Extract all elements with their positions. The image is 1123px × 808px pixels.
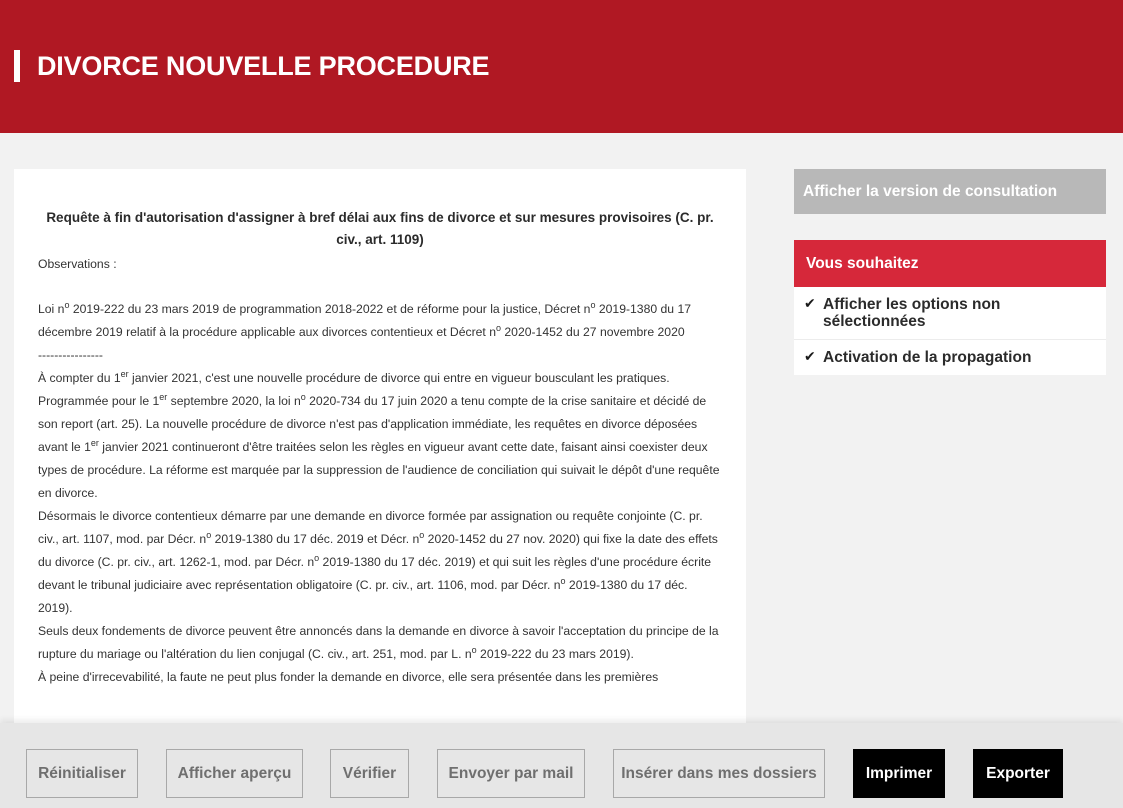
- document-content: [38, 207, 722, 689]
- document-title: Requête à fin d'autorisation d'assigner à bref délai aux fins de divorce et sur mesures provisoires (C. pr. civ., art. 1109): [46, 210, 714, 247]
- print-button[interactable]: Imprimer: [853, 749, 945, 798]
- send-email-button[interactable]: Envoyer par mail: [437, 749, 585, 798]
- action-bar: [0, 723, 1123, 808]
- reset-button[interactable]: Réinitialiser: [26, 749, 138, 798]
- option-propagation[interactable]: [794, 340, 1106, 375]
- checkmark-icon[interactable]: ✔: [804, 349, 816, 365]
- paragraph-1: À compter du 1er janvier 2021, c'est une nouvelle procédure de divorce qui entre en vigueur bousculant les pratiques. Programmée pour le 1er septembre 2020, la loi $n^o$ 2020-734 du 17 juin 2020 a tenu compte de la crise sanitaire et décidé de son report (art. 25). La nouvelle procédure de divorce n'est pas d'application immédiate, les requêtes en divorce déposées avant le 1er janvier 2021 continueront d'être traitées selon les règles en vigueur avant cette date, faisant ainsi coexister deux types de procédure. La réforme est marquée par la suppression de l'audience de conciliation qui suivait le dépôt d'une requête en divorce.: [38, 368, 720, 500]
- law-reference: Loi $n^o$ 2019-222 du 23 mars 2019 de programmation 2018-2022 et de réforme pour la justice, Décret $n^o$ 2019-1380 du 17 décembre 2019 relatif à la procédure applicable aux divorces contentieux et Décret $n^o$ 2020-1452 du 27 novembre 2020: [38, 299, 692, 339]
- paragraph-3: Seuls deux fondements de divorce peuvent être annoncés dans la demande en divorce à savoir l'acceptation du principe de la rupture du mariage ou l'altération du lien conjugal (C. civ., art. 251, mod. par L. $n^o$ 2019-222 du 23 mars 2019).: [38, 624, 719, 661]
- paragraph-2: Désormais le divorce contentieux démarre par une demande en divorce formée par assignation ou requête conjointe (C. pr. civ., art. 1107, mod. par Décr. $n^o$ 2019-1380 du 17 déc. 2019 et Décr. $n^o$ 2020-1452 du 27 nov. 2020) qui fixe la date des effets du divorce (C. pr. civ., art. 1262-1, mod. par Décr. $n^o$ 2019-1380 du 17 déc. 2019) et qui suit les règles d'une procédure écrite devant le tribunal judiciaire avec représentation obligatoire (C. pr. civ., art. 1106, mod. par Décr. $n^o$ 2019-1380 du 17 déc. 2019).: [38, 509, 718, 615]
- page-header: [0, 0, 1123, 133]
- verify-button[interactable]: Vérifier: [330, 749, 409, 798]
- options-panel-title: Vous souhaitez: [794, 240, 1106, 287]
- preview-button[interactable]: Afficher aperçu: [166, 749, 303, 798]
- consultation-version-button[interactable]: Afficher la version de consultation: [794, 169, 1106, 214]
- observations-label: Observations :: [38, 257, 117, 271]
- paragraph-4: À peine d'irrecevabilité, la faute ne peut plus fonder la demande en divorce, elle sera présentée dans les premières: [38, 670, 659, 684]
- insert-in-folders-button[interactable]: Insérer dans mes dossiers: [613, 749, 825, 798]
- document-preview[interactable]: [14, 169, 746, 729]
- option-show-unselected[interactable]: [794, 287, 1106, 340]
- separator-line: ----------------: [38, 348, 103, 362]
- options-panel: [794, 240, 1106, 375]
- option-label: Activation de la propagation: [823, 349, 1032, 366]
- title-accent-bar: [14, 50, 20, 82]
- export-button[interactable]: Exporter: [973, 749, 1063, 798]
- option-label: Afficher les options non sélectionnées: [823, 296, 1001, 330]
- checkmark-icon[interactable]: ✔: [804, 296, 816, 312]
- page-title: DIVORCE NOUVELLE PROCEDURE: [37, 51, 490, 81]
